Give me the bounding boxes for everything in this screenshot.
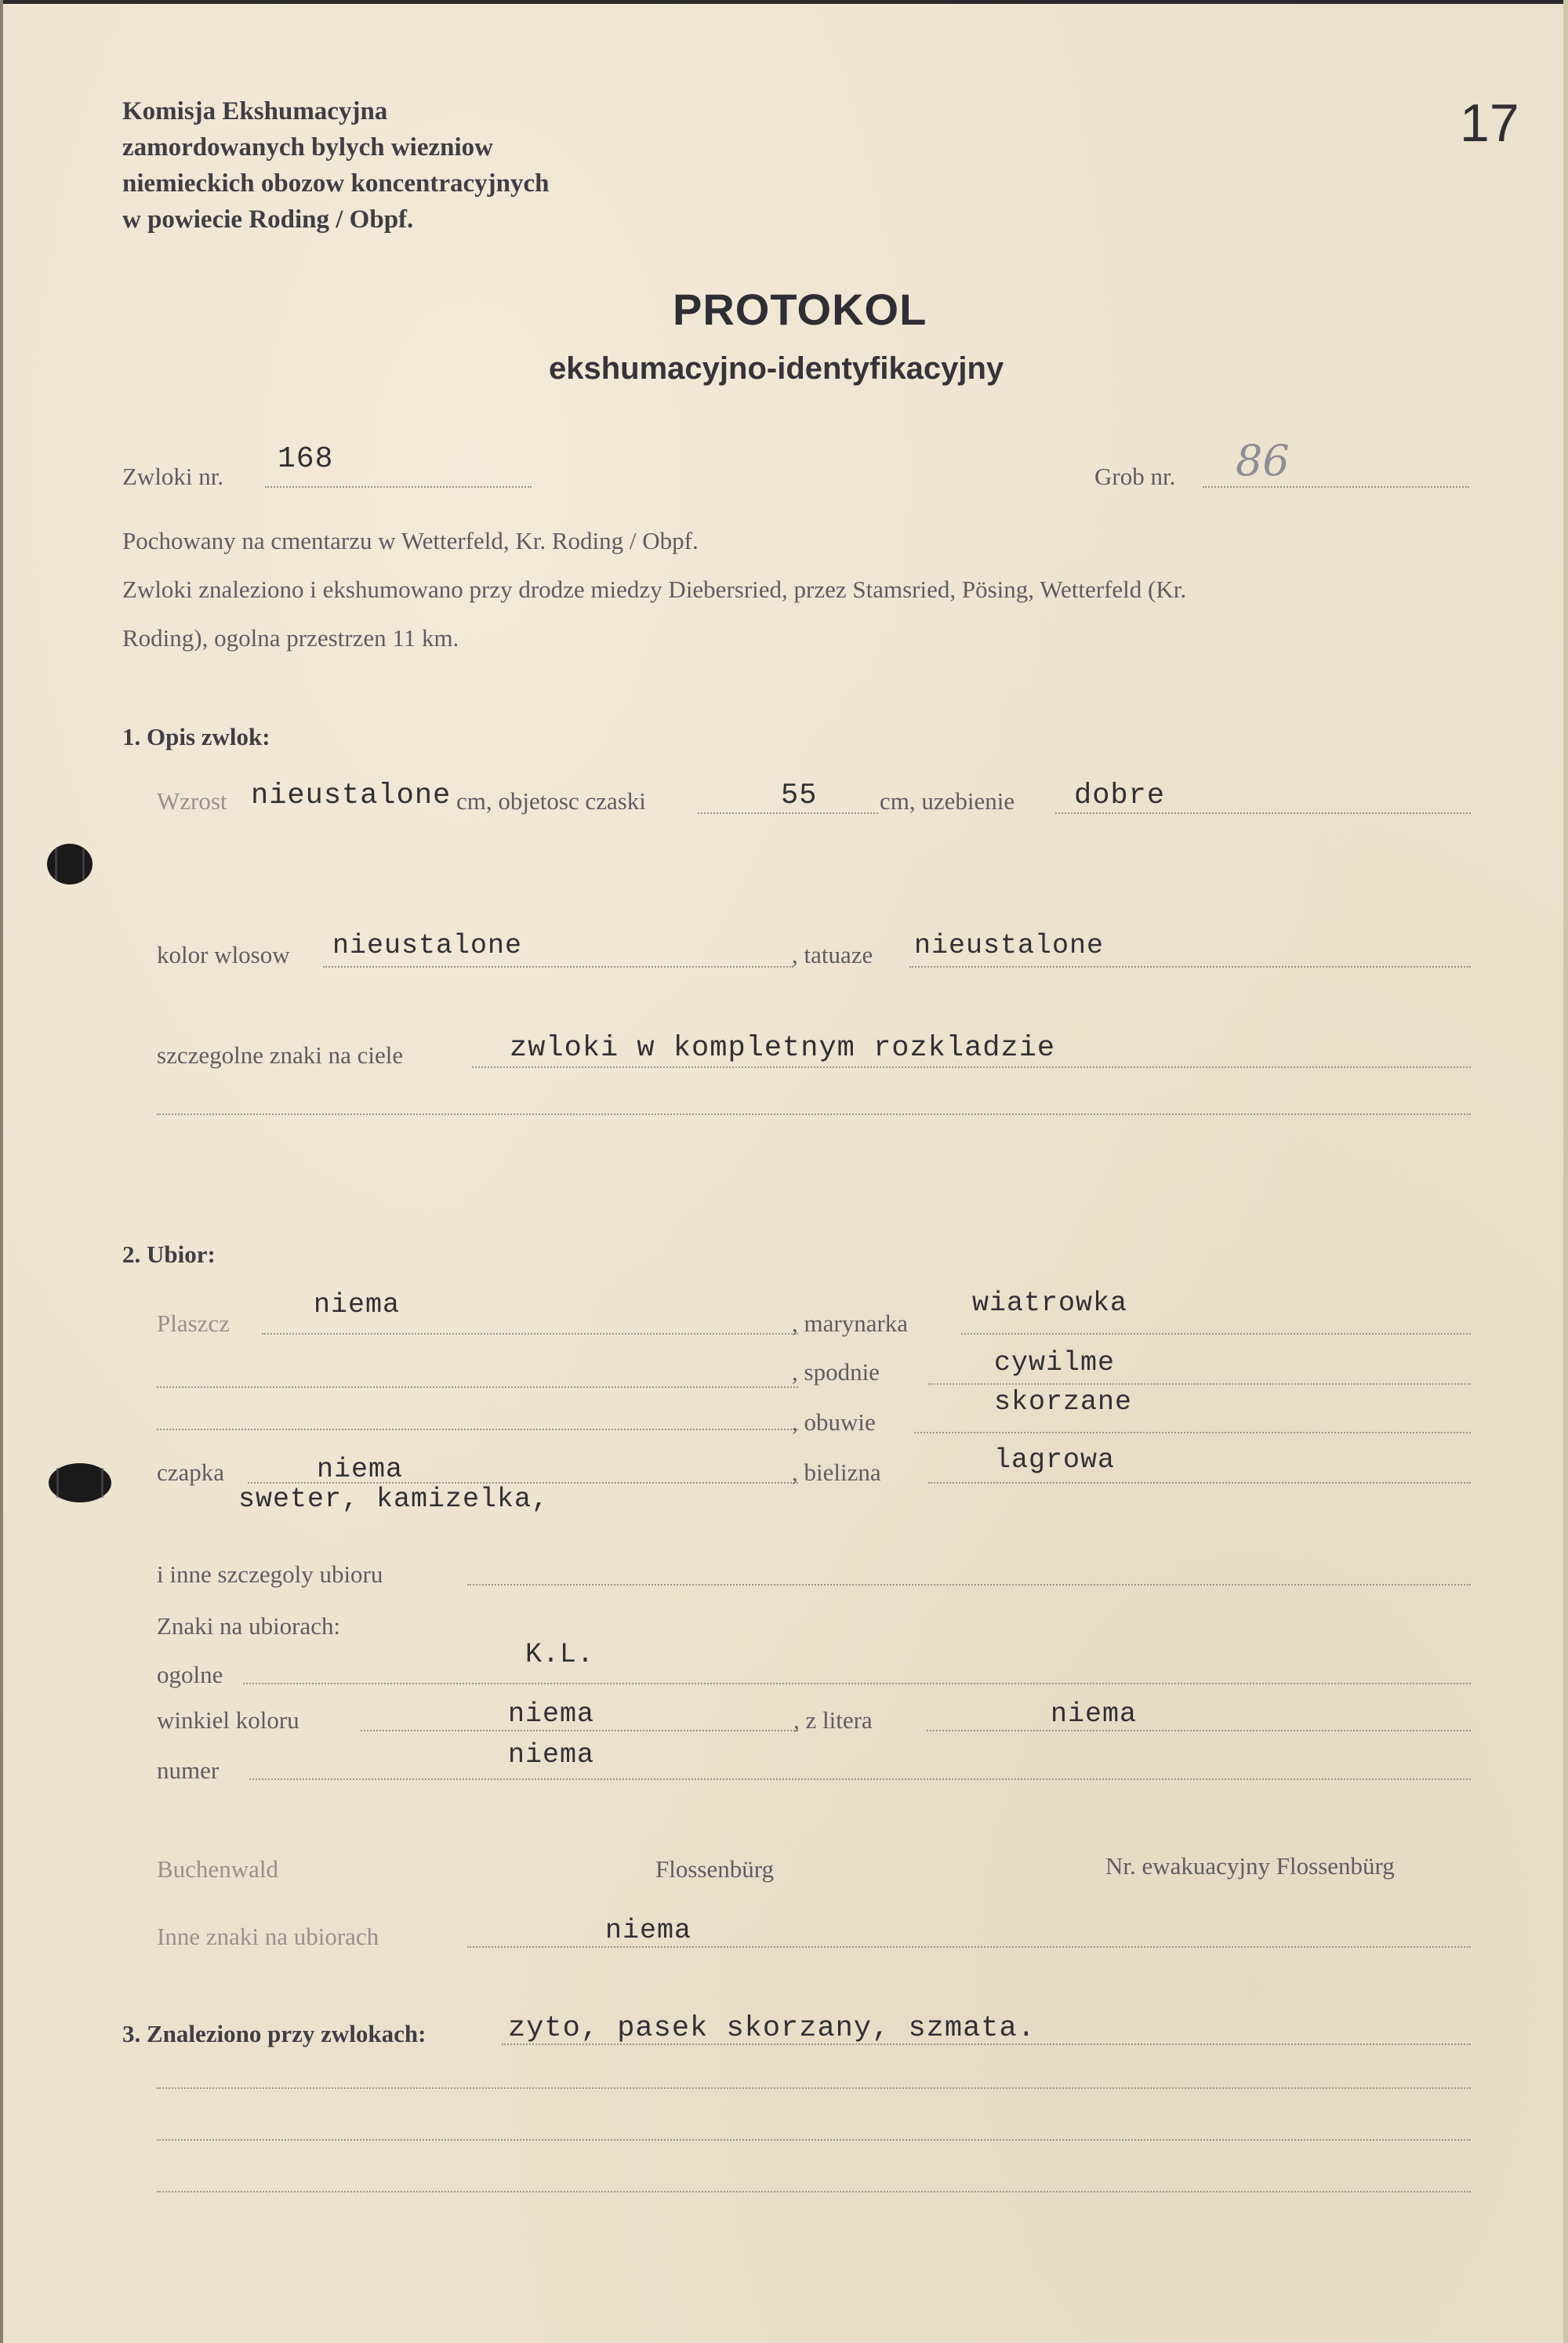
litera-value: niema — [1051, 1698, 1138, 1730]
znaki-label: szczegolne znaki na ciele — [157, 1041, 404, 1069]
czaski-dots — [698, 812, 878, 814]
inne-znaki-value: niema — [605, 1915, 692, 1946]
punch-hole-bottom — [49, 1463, 111, 1502]
marynarka-label: , marynarka — [792, 1310, 909, 1337]
kolor-label: kolor wlosow — [157, 941, 290, 968]
zwloki-dots — [265, 486, 532, 488]
wzrost-value: nieustalone — [251, 779, 452, 812]
tatuaze-label: , tatuaze — [792, 941, 873, 968]
bielizna-value: lagrowa — [994, 1444, 1116, 1476]
obuwie-dots — [914, 1432, 1471, 1433]
flossenburg-label: Flossenbürg — [655, 1855, 775, 1883]
spodnie-dots — [928, 1383, 1471, 1385]
spodnie-label: , spodnie — [792, 1358, 880, 1386]
bielizna-label: , bielizna — [792, 1458, 881, 1486]
document-subtitle: ekshumacyjno-identyfikacyjny — [549, 351, 1004, 386]
inne-szczegoly-label: i inne szczegoly ubioru — [157, 1560, 383, 1588]
grob-dots — [1203, 486, 1469, 488]
intro-line-2: Zwloki znaleziono i ekshumowano przy drodze miedzy Diebersried, przez Stamsried, Pösing, Wetterfeld (Kr. — [122, 576, 1187, 603]
uzebienie-label: cm, uzebienie — [880, 787, 1015, 815]
marynarka-dots — [961, 1333, 1471, 1335]
winkiel-dots — [361, 1730, 798, 1731]
numer-label: numer — [157, 1756, 220, 1784]
inne-szczegoly-dots — [467, 1584, 1471, 1586]
ewakuacyjny-label: Nr. ewakuacyjny Flossenbürg — [1105, 1852, 1395, 1880]
numer-value: niema — [508, 1739, 595, 1771]
czapka-label: czapka — [157, 1458, 225, 1486]
litera-label: , z litera — [793, 1706, 873, 1734]
obuwie-value: skorzane — [994, 1386, 1133, 1418]
right-edge — [1563, 0, 1568, 2343]
znaki-na-ubiorach-label: Znaki na ubiorach: — [157, 1612, 341, 1640]
czapka-value: niema — [317, 1454, 404, 1485]
ogolne-label: ogolne — [157, 1661, 223, 1688]
winkiel-label: winkiel koloru — [157, 1706, 299, 1734]
kolor-dots — [323, 966, 793, 968]
document-title: PROTOKOL — [673, 285, 927, 334]
org-line-4: w powiecie Roding / Obpf. — [122, 205, 414, 234]
znaki-dots-2 — [157, 1113, 1471, 1115]
zwloki-label: Zwloki nr. — [122, 463, 224, 490]
uzebienie-value: dobre — [1074, 779, 1166, 812]
extra-clothing-value: sweter, kamizelka, — [238, 1484, 550, 1515]
czaski-label: cm, objetosc czaski — [456, 787, 646, 815]
section-3-dots-4 — [157, 2191, 1471, 2192]
section-3-dots-2 — [157, 2087, 1471, 2089]
org-line-2: zamordowanych bylych wiezniow — [122, 133, 493, 162]
ogolne-value: K.L. — [525, 1639, 595, 1670]
buchenwald-label: Buchenwald — [157, 1855, 278, 1883]
spodnie-value: cywilme — [994, 1347, 1116, 1379]
intro-line-3: Roding), ogolna przestrzen 11 km. — [122, 624, 459, 652]
left-edge — [0, 0, 3, 2343]
inne-znaki-dots — [467, 1946, 1471, 1948]
blank-dots-2 — [157, 1429, 798, 1430]
marynarka-value: wiatrowka — [972, 1288, 1128, 1319]
czaski-value: 55 — [781, 779, 818, 812]
section-3-dots-3 — [157, 2139, 1471, 2141]
znaki-value: zwloki w kompletnym rozkladzie — [510, 1032, 1056, 1065]
wzrost-label: Wzrost — [157, 787, 227, 815]
org-line-3: niemieckich obozow koncentracyjnych — [122, 169, 550, 198]
inne-znaki-label: Inne znaki na ubiorach — [157, 1923, 379, 1950]
tatuaze-value: nieustalone — [914, 930, 1105, 961]
winkiel-value: niema — [508, 1698, 595, 1730]
section-1-heading: 1. Opis zwlok: — [122, 723, 270, 750]
blank-dots-1 — [157, 1386, 798, 1388]
section-2-heading: 2. Ubior: — [122, 1241, 216, 1268]
tatuaze-dots — [909, 966, 1471, 968]
grob-label: Grob nr. — [1094, 463, 1176, 490]
kolor-value: nieustalone — [332, 930, 523, 961]
section-3-value: zyto, pasek skorzany, szmata. — [508, 2012, 1036, 2045]
zwloki-value: 168 — [278, 442, 334, 476]
intro-line-1: Pochowany na cmentarzu w Wetterfeld, Kr. Roding / Obpf. — [122, 527, 699, 554]
plaszcz-label: Plaszcz — [157, 1310, 230, 1337]
top-edge — [0, 0, 1568, 4]
litera-dots — [927, 1730, 1471, 1731]
znaki-dots — [472, 1066, 1471, 1068]
uzebienie-dots — [1055, 812, 1471, 814]
section-3-heading: 3. Znaleziono przy zwlokach: — [122, 2020, 426, 2047]
obuwie-label: , obuwie — [792, 1408, 876, 1436]
bielizna-dots — [928, 1482, 1471, 1484]
plaszcz-value: niema — [314, 1289, 401, 1320]
page-number: 17 — [1460, 93, 1519, 153]
grob-value: 86 — [1236, 436, 1290, 485]
org-line-1: Komisja Ekshumacyjna — [122, 97, 388, 125]
punch-hole-top — [47, 844, 93, 885]
numer-dots — [249, 1778, 1471, 1780]
plaszcz-dots — [262, 1333, 798, 1335]
ogolne-dots — [243, 1683, 1471, 1684]
